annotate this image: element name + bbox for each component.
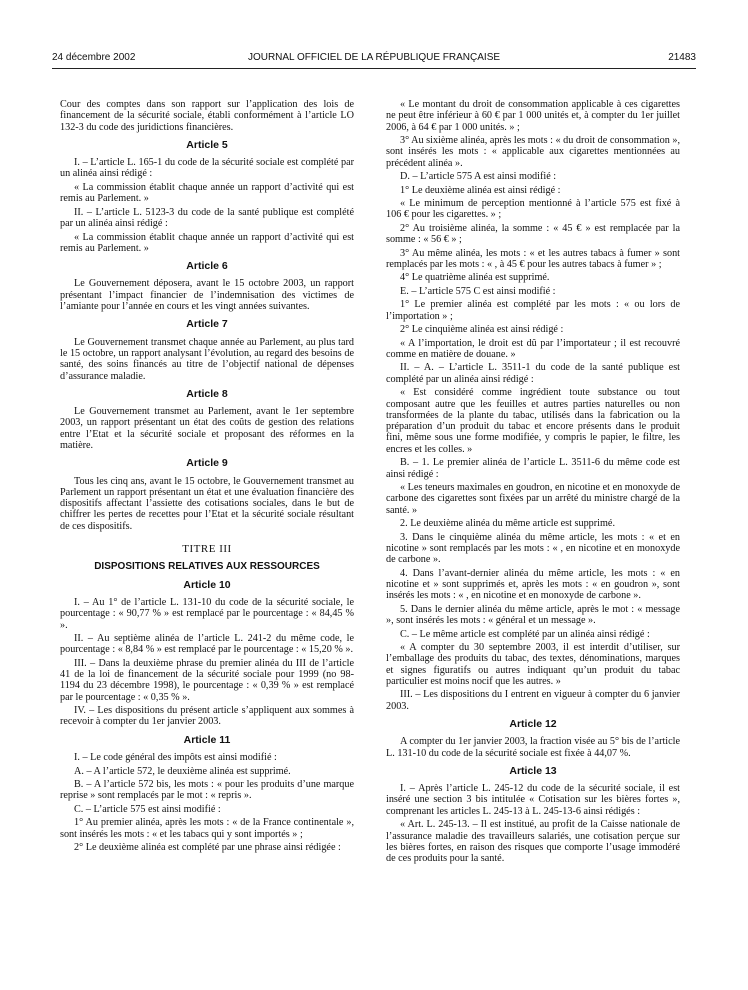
right-column [386,99,680,867]
article-10-paragraph: I. – Au 1° de l’article L. 131-10 du code de la sécurité sociale, le pourcentage : « 90,77 % » est remplacé par le pourcentage : « 84,45 % ». [60,596,354,631]
right-paragraph: B. – 1. Le premier alinéa de l’article L. 3511-6 du même code est ainsi rédigé : [386,457,680,480]
article-6-paragraph: Le Gouvernement déposera, avant le 15 octobre 2003, un rapport présentant l’impact financier de l’indemnisation des victimes de l’amiante pour l’année en cours et les vingt années suivantes. [60,278,354,313]
right-paragraph: « A compter du 30 septembre 2003, il est interdit d’utiliser, sur l’emballage des produits du tabac, des textes, dénominations, marques et signes figuratifs ou autres indiquant qu’un produit du tabac particulier est moins nocif que les autres. » [386,642,680,687]
article-11-paragraph: C. – L’article 575 est ainsi modifié : [74,803,221,815]
page-header [52,52,696,68]
article-8-title: Article 8 [186,387,228,400]
right-paragraph: « Est considéré comme ingrédient toute substance ou tout composant autre que les feuilles et autres parties naturelles ou non transformées de la plante du tabac, utilisés dans la fabrication ou la préparation d’un produit du tabac et encore présents dans le produit fini, même sous une forme modifiée, y compris le papier, le filtre, les encres et les colles. » [386,387,680,455]
article-5-paragraph: I. – L’article L. 165-1 du code de la sécurité sociale est complété par un alinéa ainsi rédigé : [60,157,354,180]
intro-paragraph: Cour des comptes dans son rapport sur l’application des lois de financement de la sécurité sociale, établi conformément à l’article LO 132-3 du code des juridictions financières. [60,99,354,133]
right-paragraph: 4° Le quatrième alinéa est supprimé. [400,272,550,284]
article-5-paragraph: « La commission établit chaque année un rapport d’activité qui est remis au Parlement. » [60,181,354,205]
article-10-paragraph: II. – Au septième alinéa de l’article L. 241-2 du même code, le pourcentage : « 8,84 % » est remplacé par le pourcentage : « 15,20 % ». [60,633,354,656]
article-10-paragraph: IV. – Les dispositions du présent article s’appliquent aux sommes à recevoir à compter du 1er janvier 2003. [60,705,354,728]
article-13-paragraph: « Art. L. 245-13. – Il est institué, au profit de la Caisse nationale de l’assurance maladie des travailleurs salariés, une cotisation perçue sur les bières fortes, en raison des risques que comporte l’usage immodéré de ces produits pour la santé. [386,819,680,865]
article-13-paragraph: I. – Après l’article L. 245-12 du code de la sécurité sociale, il est inséré une section 3 bis intitulée « Cotisation sur les bières fortes », comprenant les articles L. 245-13 à L. 245-13-6 ainsi rédigés : [386,783,680,817]
right-paragraph: E. – L’article 575 C est ainsi modifié : [400,285,556,297]
left-column [60,99,354,856]
article-5-paragraph: « La commission établit chaque année un rapport d’activité qui est remis au Parlement. » [60,231,354,254]
right-paragraph: 1° Le premier alinéa est complété par les mots : « ou lors de l’importation » ; [386,299,680,322]
right-paragraph: 2° Au troisième alinéa, la somme : « 45 € » est remplacée par la somme : « 56 € » ; [386,222,680,246]
titre-heading: TITRE III [182,543,232,556]
right-paragraph: II. – A. – L’article L. 3511-1 du code de la santé publique est complété par un alinéa ainsi rédigé : [386,362,680,385]
article-11-paragraph: B. – A l’article 572 bis, les mots : « pour les produits d’une marque reprise » sont remplacés par le mot : « repris ». [60,779,354,802]
article-12-title: Article 12 [509,717,557,730]
header-journal-title: JOURNAL OFFICIEL DE LA RÉPUBLIQUE FRANÇAISE [247,52,501,63]
article-10-title: Article 10 [183,578,231,591]
article-11-paragraph: I. – Le code général des impôts est ainsi modifié : [74,752,277,764]
right-paragraph: 4. Dans l’avant-dernier alinéa du même article, les mots : « en nicotine et » sont supprimés et, après les mots : « en goudron », sont insérés les mots : « , en nicotine et en monoxyde de carbone ». [386,567,680,602]
right-paragraph: C. – Le même article est complété par un alinéa ainsi rédigé : [400,628,650,640]
titre-subheading: DISPOSITIONS RELATIVES AUX RESSOURCES [94,561,320,573]
article-11-paragraph: 1° Au premier alinéa, après les mots : « de la France continentale », sont insérés les mots : « et les tabacs qui y sont importés » ; [60,817,354,840]
header-rule [52,68,696,69]
article-9-title: Article 9 [186,457,228,470]
header-page-number: 21483 [668,52,696,63]
right-paragraph: 3° Au même alinéa, les mots : « et les autres tabacs à fumer » sont remplacés par les mots : « , à 45 € pour les autres tabacs à fumer » ; [386,247,680,270]
right-paragraph: « A l’importation, le droit est dû par l’importateur ; il est recouvré comme en matière de douane. » [386,337,680,360]
article-9-paragraph: Tous les cinq ans, avant le 15 octobre, le Gouvernement transmet au Parlement un rapport présentant un état et une évaluation financière des dispositifs affectant l’assiette des cotisations sociales, dans le but de chiffrer les pertes de recettes pour l’Etat et la sécurité sociale résultant de ces dispositifs. [60,475,354,532]
article-11-paragraph: A. – A l’article 572, le deuxième alinéa est supprimé. [74,765,291,777]
right-paragraph: « Le minimum de perception mentionné à l’article 575 est fixé à 106 € pour les cigarettes. » ; [386,198,680,221]
article-7-title: Article 7 [186,318,228,331]
article-8-paragraph: Le Gouvernement transmet au Parlement, avant le 1er septembre 2003, un rapport présentant un état des coûts de gestion des relations entre l’Etat et la sécurité sociale et proposant des réformes en la matière. [60,406,354,451]
right-paragraph: 3. Dans le cinquième alinéa du même article, les mots : « et en nicotine » sont remplacés par les mots : « , en nicotine et en monoxyde de carbone ». [386,531,680,566]
header-date: 24 décembre 2002 [52,52,136,63]
article-12-paragraph: A compter du 1er janvier 2003, la fraction visée au 5° bis de l’article L. 131-10 du code de la sécurité sociale est fixée à 44,07 %. [386,736,680,759]
article-11-paragraph: 2° Le deuxième alinéa est complété par une phrase ainsi rédigée : [74,842,341,854]
article-5-title: Article 5 [186,138,228,151]
article-6-title: Article 6 [186,260,228,273]
right-paragraph: III. – Les dispositions du I entrent en vigueur à compter du 6 janvier 2003. [386,689,680,712]
right-paragraph: « Les teneurs maximales en goudron, en nicotine et en monoxyde de carbone des cigarettes sont fixées par un arrêté du ministre chargé de la santé. » [386,482,680,516]
right-paragraph: 1° Le deuxième alinéa est ainsi rédigé : [400,184,561,196]
right-paragraph: 2. Le deuxième alinéa du même article est supprimé. [400,518,615,530]
article-10-paragraph: III. – Dans la deuxième phrase du premier alinéa du III de l’article 41 de la loi de financement de la sécurité sociale pour 1999 (no 98-1194 du 23 décembre 1998), le pourcentage : « 0,39 % » est remplacé par le pourcentage : « 0,35 % ». [60,657,354,703]
right-paragraph: D. – L’article 575 A est ainsi modifié : [400,171,557,183]
right-paragraph: « Le montant du droit de consommation applicable à ces cigarettes ne peut être inférieur à 60 € par 1 000 unités et, à compter du 1er juillet 2006, à 64 € par 1 000 unités. » ; [386,99,680,133]
article-13-title: Article 13 [509,764,557,777]
right-paragraph: 5. Dans le dernier alinéa du même article, après le mot : « message », sont insérés les mots : « général et un message ». [386,603,680,627]
article-11-title: Article 11 [183,733,231,746]
article-5-paragraph: II. – L’article L. 5123-3 du code de la santé publique est complété par un alinéa ainsi rédigé : [60,206,354,230]
article-7-paragraph: Le Gouvernement transmet chaque année au Parlement, au plus tard le 15 octobre, un rapport analysant l’évolution, au regard des besoins de santé, des soins financés au titre de l’objectif national de dépenses d’assurance maladie. [60,336,354,382]
right-paragraph: 3° Au sixième alinéa, après les mots : « du droit de consommation », sont insérés les mots : « applicable aux cigarettes mentionnées au précédent alinéa ». [386,135,680,169]
right-paragraph: 2° Le cinquième alinéa est ainsi rédigé : [400,324,564,336]
